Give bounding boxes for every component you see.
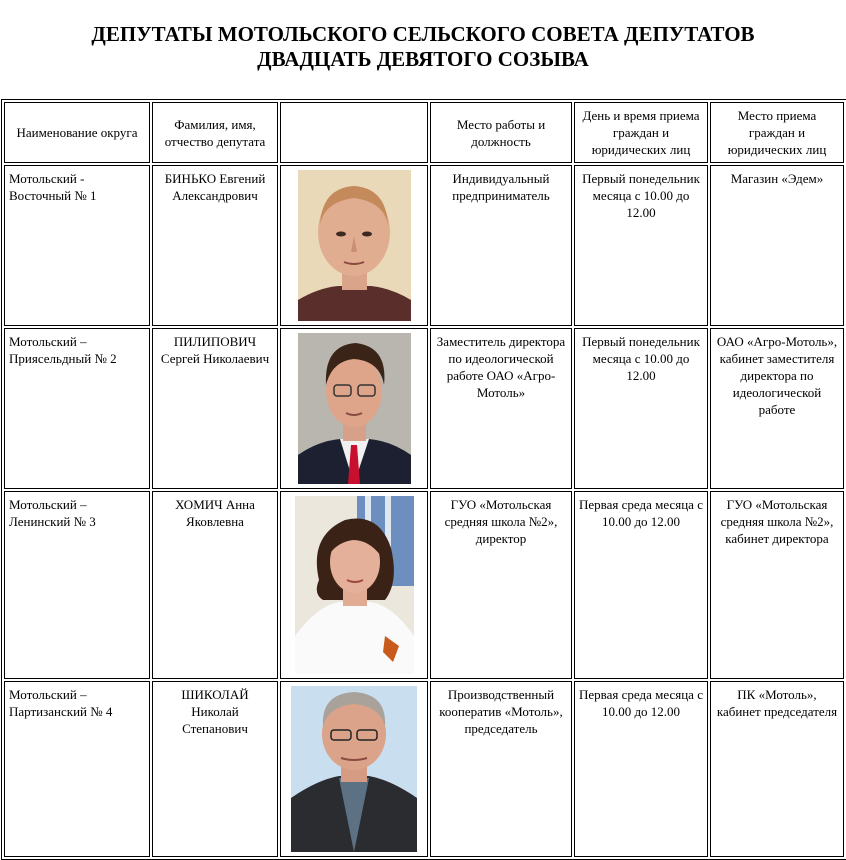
fio-cell: ХОМИЧ Анна Яковлевна	[152, 491, 278, 679]
time-cell: Первый понедельник месяца с 10.00 до 12.00	[574, 165, 708, 326]
title-line-1: ДЕПУТАТЫ МОТОЛЬСКОГО СЕЛЬСКОГО СОВЕТА ДЕПУТАТОВ	[91, 22, 755, 46]
header-okrug: Наименование округа	[4, 102, 150, 163]
photo-cell	[280, 165, 428, 326]
photo-cell	[280, 491, 428, 679]
header-time: День и время приема граждан и юридических лиц	[574, 102, 708, 163]
time-cell: Первый понедельник месяца с 10.00 до 12.00	[574, 328, 708, 489]
header-fio: Фамилия, имя, отчество депутата	[152, 102, 278, 163]
time-cell: Первая среда месяца с 10.00 до 12.00	[574, 491, 708, 679]
portrait-photo-icon	[291, 686, 417, 852]
okrug-cell: Мотольский - Восточный № 1	[4, 165, 150, 326]
photo-cell	[280, 681, 428, 857]
okrug-cell: Мотольский – Приясельдный № 2	[4, 328, 150, 489]
table-header-row	[4, 102, 844, 163]
place-cell: ПК «Мотоль», кабинет председателя	[710, 681, 844, 857]
photo-cell	[280, 328, 428, 489]
portrait-photo-icon	[295, 496, 414, 674]
place-cell: ОАО «Агро-Мотоль», кабинет заместителя директора по идеологической работе	[710, 328, 844, 489]
fio-cell: БИНЬКО Евгений Александрович	[152, 165, 278, 326]
table-row	[4, 491, 844, 679]
place-cell: Магазин «Эдем»	[710, 165, 844, 326]
okrug-cell: Мотольский – Ленинский № 3	[4, 491, 150, 679]
header-place: Место приема граждан и юридических лиц	[710, 102, 844, 163]
fio-cell: ШИКОЛАЙ Николай Степанович	[152, 681, 278, 857]
place-cell: ГУО «Мотольская средняя школа №2», кабинет директора	[710, 491, 844, 679]
work-cell: Производственный кооператив «Мотоль», председатель	[430, 681, 572, 857]
work-cell: Индивидуальный предприниматель	[430, 165, 572, 326]
table-row	[4, 165, 844, 326]
table-row	[4, 681, 844, 857]
time-cell: Первая среда месяца с 10.00 до 12.00	[574, 681, 708, 857]
header-work: Место работы и должность	[430, 102, 572, 163]
deputies-table	[1, 99, 846, 860]
title-line-2: ДВАДЦАТЬ ДЕВЯТОГО СОЗЫВА	[257, 47, 589, 71]
okrug-cell: Мотольский – Партизанский № 4	[4, 681, 150, 857]
portrait-photo-icon	[298, 333, 411, 484]
portrait-photo-icon	[298, 170, 411, 321]
fio-cell: ПИЛИПОВИЧ Сергей Николаевич	[152, 328, 278, 489]
page-title	[0, 22, 846, 72]
work-cell: ГУО «Мотольская средняя школа №2», директор	[430, 491, 572, 679]
work-cell: Заместитель директора по идеологической работе ОАО «Агро-Мотоль»	[430, 328, 572, 489]
header-photo	[280, 102, 428, 163]
table-row	[4, 328, 844, 489]
